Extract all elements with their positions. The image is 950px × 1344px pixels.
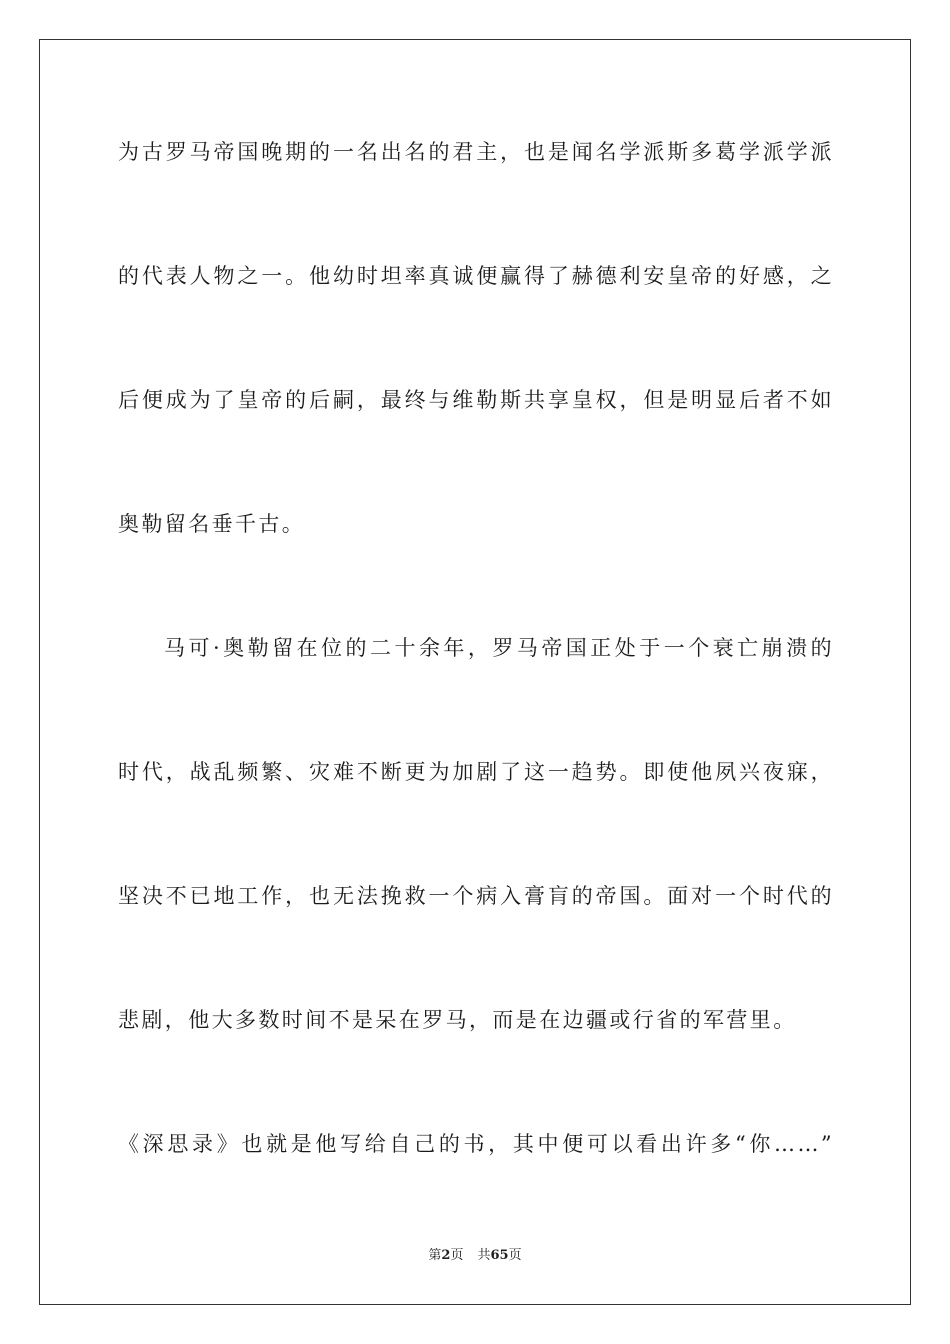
footer-page-number: 2 [441, 1248, 451, 1263]
footer-total-prefix: 共 [477, 1248, 491, 1263]
text-line-9: 《深思录》也就是他写给自己的书，其中便可以看出许多“你……” [118, 1132, 834, 1156]
text-line-3: 后便成为了皇帝的后嗣，最终与维勒斯共享皇权，但是明显后者不如 [118, 388, 834, 412]
page-footer [0, 1247, 950, 1265]
page-border [39, 39, 911, 1305]
text-line-5: 马可·奥勒留在位的二十余年，罗马帝国正处于一个衰亡崩溃的 [164, 636, 834, 660]
text-line-4: 奥勒留名垂千古。 [118, 512, 306, 536]
text-line-7: 坚决不已地工作，也无法挽救一个病入膏肓的帝国。面对一个时代的 [118, 884, 834, 908]
footer-total-pages: 65 [490, 1248, 509, 1263]
footer-total-suffix: 页 [508, 1248, 522, 1263]
text-line-2: 的代表人物之一。他幼时坦率真诚便赢得了赫德利安皇帝的好感，之 [118, 264, 834, 288]
text-line-8: 悲剧，他大多数时间不是呆在罗马，而是在边疆或行省的军营里。 [118, 1008, 797, 1032]
footer-page-prefix: 第 [428, 1248, 442, 1263]
text-line-6: 时代，战乱频繁、灾难不断更为加剧了这一趋势。即使他夙兴夜寐， [118, 760, 834, 784]
footer-page-suffix: 页 [450, 1248, 464, 1263]
text-line-1: 为古罗马帝国晚期的一名出名的君主，也是闻名学派斯多葛学派学派 [118, 140, 834, 164]
